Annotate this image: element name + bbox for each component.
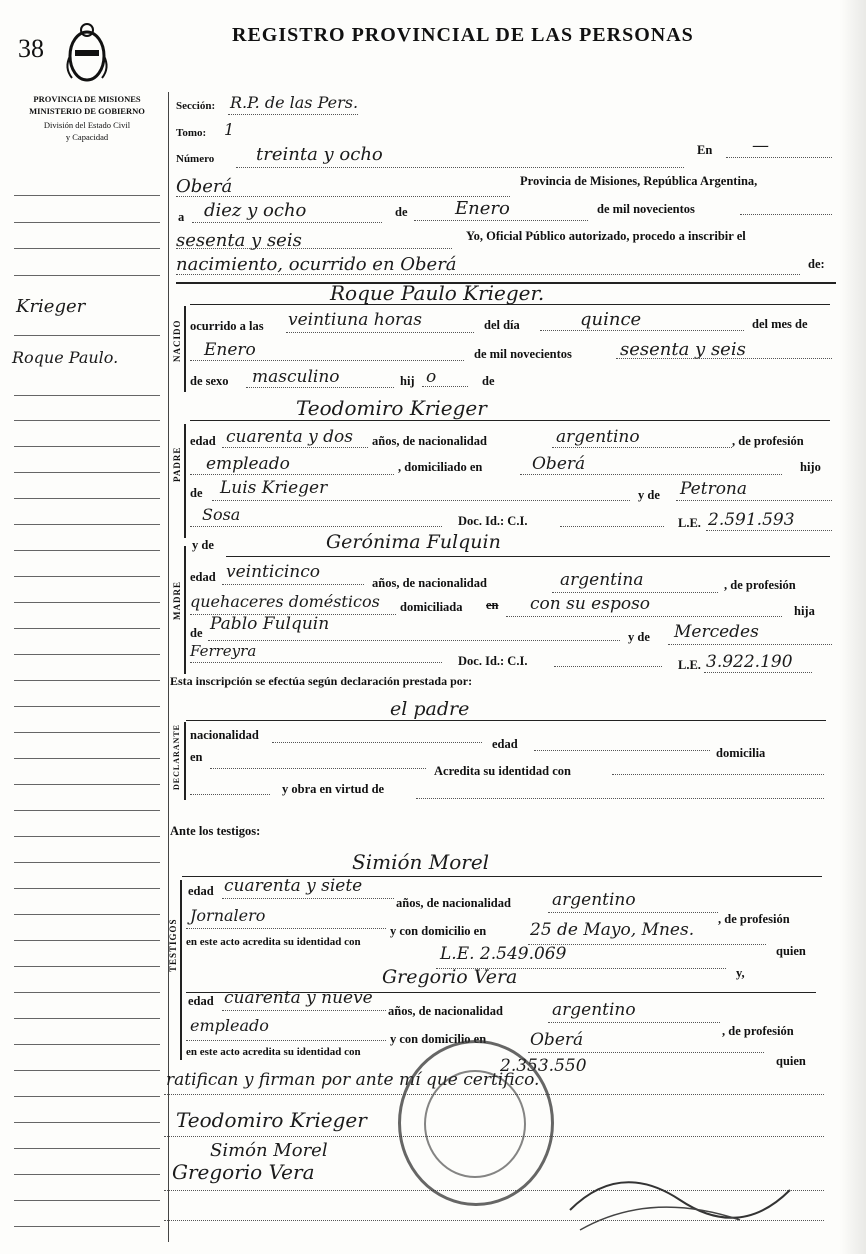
value-padre-le: 2.591.593 (708, 510, 795, 530)
label-de-sexo: de sexo (190, 374, 229, 388)
label-hijo: hijo (800, 460, 821, 474)
label-ante-testigos: Ante los testigos: (170, 824, 261, 838)
margin-surname: Krieger (16, 296, 86, 317)
value-mes-nacimiento: Enero (204, 340, 256, 360)
signature-scribble-icon (560, 1150, 800, 1240)
label-w-acredita-2: en este acto acredita su identidad con (186, 1046, 361, 1058)
signature-3: Gregorio Vera (172, 1160, 315, 1184)
value-hora: veintiuna horas (288, 310, 422, 330)
label-doc-id-2: Doc. Id.: C.I. (458, 654, 528, 668)
label-domiciliado-en: , domiciliado en (398, 460, 483, 474)
label-en-2: en (190, 750, 203, 764)
label-w-anos: años, de nacionalidad (396, 896, 511, 910)
label-nacionalidad: nacionalidad (190, 728, 259, 742)
label-de-profesion: , de profesión (732, 434, 804, 448)
value-testigo1-profesion: Jornalero (190, 906, 266, 925)
value-place: Oberá (176, 176, 233, 197)
org-line-4: y Capacidad (65, 132, 109, 142)
label-oficial: Yo, Oficial Público autorizado, procedo a inscribir el (466, 229, 746, 243)
value-seccion: R.P. de las Pers. (230, 93, 359, 112)
value-madre-nombre: Gerónima Fulquin (326, 531, 501, 553)
value-madre-profesion: quehaceres domésticos (190, 592, 380, 611)
label-tomo: Tomo: (176, 127, 207, 139)
label-numero: Número (176, 153, 215, 165)
label-w-con-domicilio: y con domicilio en (390, 924, 487, 938)
label-w-acredita: en este acto acredita su identidad con (186, 936, 361, 948)
value-padre-domicilio: Oberá (532, 454, 586, 474)
label-w-quien: quien (776, 944, 806, 958)
label-w-anos-2: años, de nacionalidad (388, 1004, 503, 1018)
value-padre-nacionalidad: argentino (556, 427, 640, 447)
label-inscripcion: Esta inscripción se efectúa según declaración prestada por: (170, 674, 473, 688)
value-hij-suffix: o (426, 367, 437, 387)
label-domicilia: domicilia (716, 746, 766, 760)
label-en: En (697, 143, 713, 157)
label-ocurrido-a-las: ocurrido a las (190, 319, 264, 333)
value-anio-nacimiento: sesenta y seis (620, 339, 746, 360)
value-testigo1-nacionalidad: argentino (552, 890, 636, 910)
label-seccion: Sección: (176, 100, 216, 112)
label-w-con-domicilio-2: y con domicilio en (390, 1032, 487, 1046)
side-label-nacido: NACIDO (172, 319, 182, 362)
value-acto: nacimiento, ocurrido en Oberá (176, 254, 457, 275)
org-line-1: PROVINCIA DE MISIONES (33, 94, 141, 104)
value-testigo1-edad: cuarenta y siete (224, 876, 363, 896)
value-sexo: masculino (252, 367, 340, 387)
label-w-quien-2: quien (776, 1054, 806, 1068)
value-declarante: el padre (390, 698, 470, 720)
value-testigo1-domicilio: 25 de Mayo, Mnes. (530, 920, 695, 940)
label-w-y: y, (736, 966, 745, 980)
value-nacido-nombre: Roque Paulo Krieger. (330, 281, 545, 305)
value-testigo2-domicilio: Oberá (530, 1030, 584, 1050)
value-padre-edad: cuarenta y dos (226, 427, 353, 447)
label-de-colon: de: (808, 257, 825, 271)
org-line-3: División del Estado Civil (43, 120, 131, 130)
value-numero: treinta y ocho (256, 144, 383, 165)
label-w-de-profesion-2: , de profesión (722, 1024, 794, 1038)
value-testigo2-nacionalidad: argentino (552, 1000, 636, 1020)
label-y-de: y de (638, 488, 660, 502)
side-label-madre: MADRE (172, 581, 182, 620)
signature-2: Simón Morel (210, 1140, 328, 1161)
value-mes: Enero (455, 198, 510, 219)
label-le: L.E. (678, 516, 701, 530)
label-de-2: de (482, 374, 495, 388)
value-madre-madre-1: Mercedes (674, 622, 759, 642)
label-a: a (178, 210, 185, 224)
value-madre-padre: Pablo Fulquin (210, 614, 330, 634)
value-anio-inscripcion: sesenta y seis (176, 230, 302, 251)
label-en-struck: en (486, 598, 499, 612)
label-del-dia: del día (484, 318, 520, 332)
label-anos-nacionalidad: años, de nacionalidad (372, 434, 487, 448)
value-padre-nombre: Teodomiro Krieger (296, 396, 487, 420)
label-de-4: de (190, 626, 203, 640)
value-testigo2-doc: 2.353.550 (500, 1056, 587, 1076)
label-de-profesion-2: , de profesión (724, 578, 796, 592)
label-domiciliada: domiciliada (400, 600, 463, 614)
value-dia-nacimiento: quince (580, 309, 642, 330)
signature-1: Teodomiro Krieger (176, 1108, 367, 1132)
label-w-de-profesion: , de profesión (718, 912, 790, 926)
value-testigo2-edad: cuarenta y nueve (224, 988, 373, 1008)
label-y-de-3: y de (628, 630, 650, 644)
value-testigo2-nombre: Gregorio Vera (382, 966, 518, 988)
label-acredita: Acredita su identidad con (434, 764, 571, 778)
page-number: 38 (18, 34, 44, 63)
value-madre-domicilio: con su esposo (530, 594, 651, 614)
label-w-edad: edad (188, 884, 214, 898)
closing-line: ratifican y firman por ante mí que certifico. (166, 1070, 540, 1090)
label-le-2: L.E. (678, 658, 701, 672)
value-testigo1-nombre: Simión Morel (352, 850, 490, 874)
value-padre-madre-1: Petrona (680, 479, 748, 499)
label-edad-2: edad (190, 570, 216, 584)
side-label-padre: PADRE (172, 446, 182, 482)
value-padre-padre: Luis Krieger (220, 478, 328, 498)
value-tomo: 1 (224, 120, 235, 139)
value-madre-edad: veinticinco (226, 562, 320, 582)
label-hija: hija (794, 604, 815, 618)
label-y-obra: y obra en virtud de (282, 782, 385, 796)
value-en: — (752, 136, 769, 156)
label-edad: edad (190, 434, 216, 448)
label-del-mes-de: del mes de (752, 317, 808, 331)
value-madre-nacionalidad: argentina (560, 570, 644, 590)
document-title: REGISTRO PROVINCIAL DE LAS PERSONAS (232, 24, 694, 46)
margin-given-names: Roque Paulo. (12, 348, 119, 367)
value-testigo1-doc: L.E. 2.549.069 (440, 944, 567, 964)
coat-of-arms-icon (62, 18, 112, 88)
value-dia: diez y ocho (204, 200, 307, 221)
label-provincia: Provincia de Misiones, República Argentina, (520, 174, 758, 188)
value-testigo2-profesion: empleado (190, 1016, 269, 1035)
label-y-de-2: y de (192, 538, 214, 552)
label-hij: hij (400, 374, 415, 388)
value-padre-profesion: empleado (206, 454, 290, 474)
label-de-3: de (190, 486, 203, 500)
label-doc-id: Doc. Id.: C.I. (458, 514, 528, 528)
value-madre-le: 3.922.190 (706, 652, 793, 672)
side-label-declarante: DECLARANTE (172, 723, 181, 790)
side-label-testigos: TESTIGOS (168, 918, 178, 972)
org-line-2: MINISTERIO DE GOBIERNO (29, 106, 145, 116)
label-de: de (395, 205, 408, 219)
label-de-mil-novecientos-2: de mil novecientos (474, 347, 572, 361)
label-edad-3: edad (492, 737, 518, 751)
label-w-edad-2: edad (188, 994, 214, 1008)
value-padre-madre-2: Sosa (202, 505, 241, 524)
label-de-mil-novecientos: de mil novecientos (597, 202, 695, 216)
label-anos-nacionalidad-2: años, de nacionalidad (372, 576, 487, 590)
value-madre-madre-2: Ferreyra (190, 642, 257, 660)
